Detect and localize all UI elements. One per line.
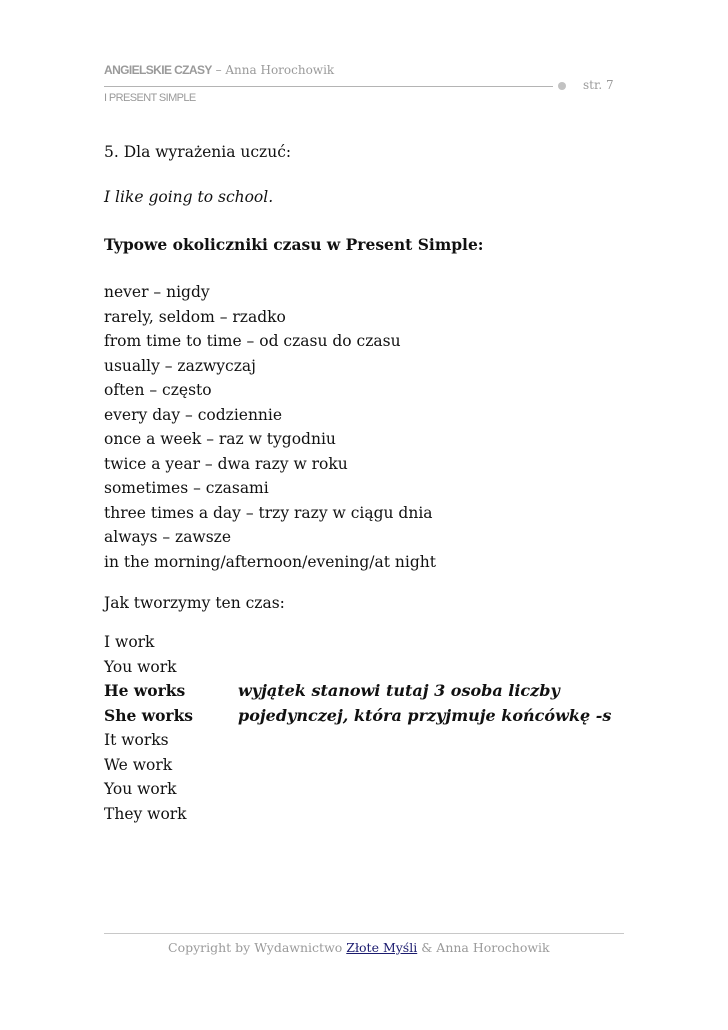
page-number: str. 7 xyxy=(583,78,614,92)
list-item: You work xyxy=(104,780,177,798)
list-item: often – często xyxy=(104,381,212,399)
author-name: – Anna Horochowik xyxy=(215,63,335,77)
note-line: pojedynczej, która przyjmuje końcówkę -s xyxy=(238,705,612,725)
list-item: It works xyxy=(104,731,169,749)
adverbs-heading: Typowe okoliczniki czasu w Present Simple: xyxy=(104,235,484,254)
list-item: twice a year – dwa razy w roku xyxy=(104,454,348,473)
list-item: He works xyxy=(104,681,186,700)
list-item: You work xyxy=(104,657,177,676)
list-item: usually – zazwyczaj xyxy=(104,356,256,375)
list-item: in the morning/afternoon/evening/at night xyxy=(104,552,436,571)
list-item: rarely, seldom – rzadko xyxy=(104,307,286,326)
list-item: always – zawsze xyxy=(104,528,231,546)
footer-copyright xyxy=(168,940,550,955)
list-item: from time to time – od czasu do czasu xyxy=(104,332,401,350)
third-person-note xyxy=(238,679,611,728)
list-item: once a week – raz w tygodniu xyxy=(104,430,336,448)
list-item: never – nigdy xyxy=(104,283,210,301)
usage-point: 5. Dla wyrażenia uczuć: xyxy=(104,143,292,161)
section-label: I PRESENT SIMPLE xyxy=(104,92,196,104)
list-item: They work xyxy=(104,804,187,823)
header-rule xyxy=(104,86,553,87)
note-line: wyjątek stanowi tutaj 3 osoba liczby xyxy=(238,681,560,700)
header-title xyxy=(104,63,334,77)
formation-heading: Jak tworzymy ten czas: xyxy=(104,594,285,612)
adverbs-list xyxy=(104,280,436,574)
footer-suffix: & Anna Horochowik xyxy=(417,940,550,955)
conjugation-list xyxy=(104,630,193,826)
footer-rule xyxy=(104,933,624,934)
list-item: We work xyxy=(104,755,173,774)
list-item: three times a day – trzy razy w ciągu dnia xyxy=(104,503,433,522)
publisher-link[interactable]: Złote Myśli xyxy=(346,940,418,955)
list-item: sometimes – czasami xyxy=(104,479,269,497)
list-item: She works xyxy=(104,705,194,725)
header-bullet-icon xyxy=(558,82,566,90)
list-item: every day – codziennie xyxy=(104,405,283,424)
list-item: I work xyxy=(104,633,155,651)
example-sentence: I like going to school. xyxy=(104,188,274,206)
book-title: ANGIELSKIE CZASY xyxy=(104,63,212,77)
footer-prefix: Copyright by Wydawnictwo xyxy=(168,940,347,955)
